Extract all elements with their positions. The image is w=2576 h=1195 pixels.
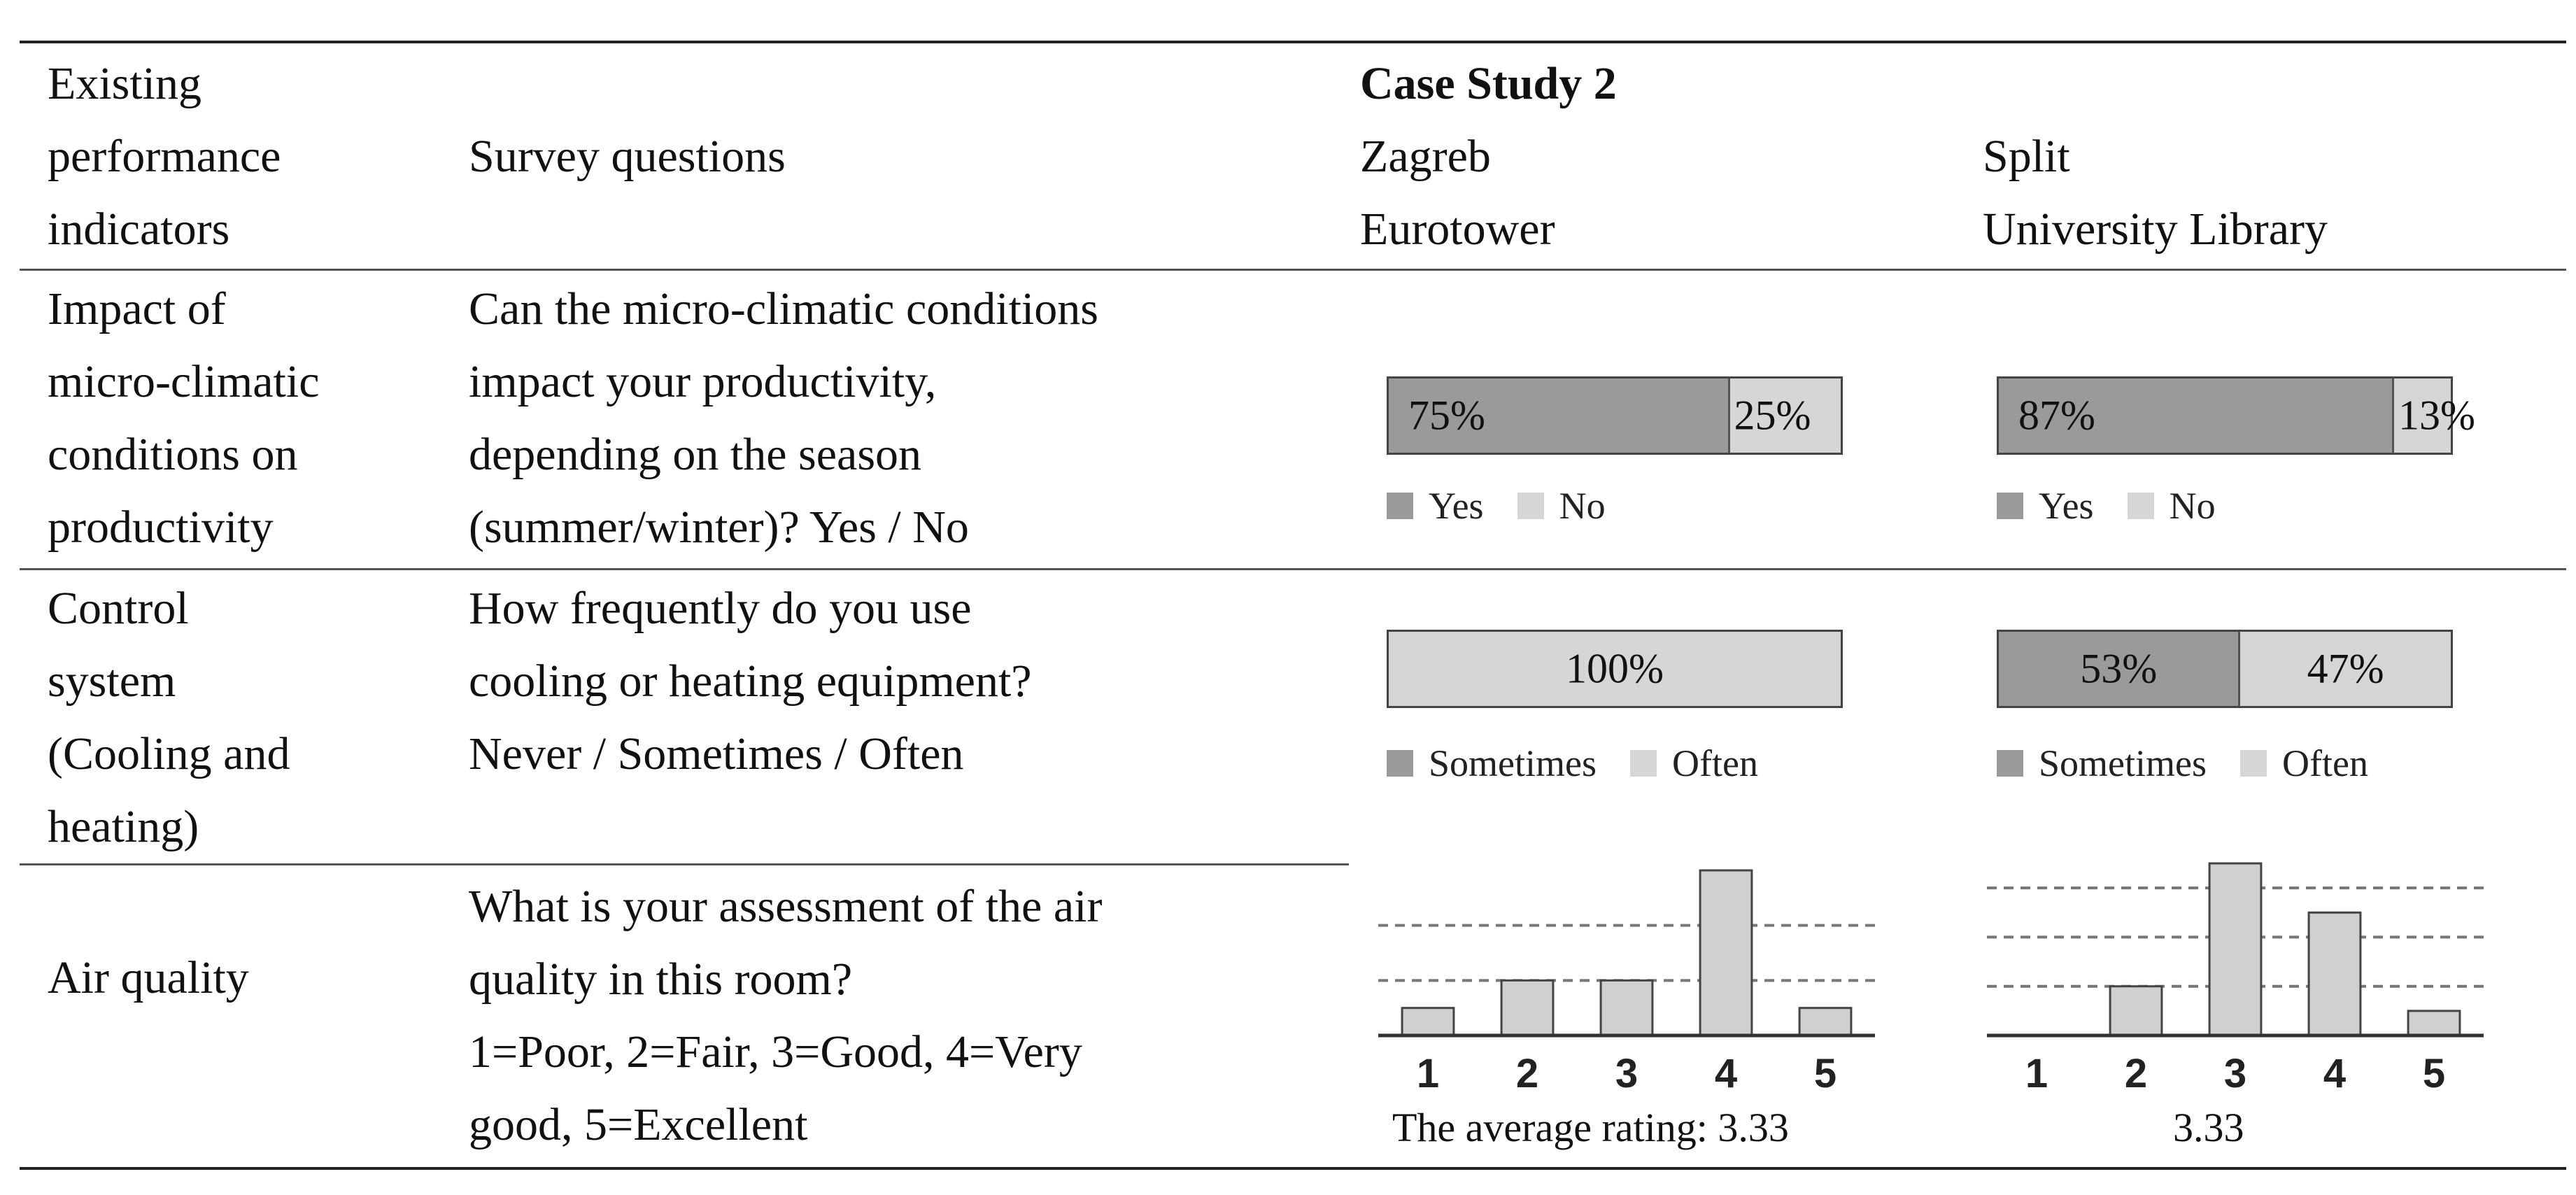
histogram-caption: 3.33	[2173, 1105, 2244, 1150]
row2-question-line: How frequently do you use	[469, 583, 972, 634]
header-survey-questions: Survey questions	[469, 131, 786, 182]
histogram-tick-label: 3	[1615, 1051, 1639, 1096]
bar-segment	[1389, 632, 1841, 706]
bar-segment	[2238, 632, 2451, 706]
histogram-tick-label: 2	[1515, 1051, 1539, 1096]
legend-item	[1517, 484, 1606, 528]
row3-question-line: quality in this room?	[469, 954, 853, 1005]
row1-indicator-line: Impact of	[48, 283, 226, 334]
row2-indicator-line: (Cooling and	[48, 728, 290, 779]
row1-indicator-line: productivity	[48, 502, 274, 553]
bar-data-label: 53%	[2080, 645, 2158, 692]
histogram-tick-label: 1	[1416, 1051, 1440, 1096]
row1-indicator-line: micro-climatic	[48, 356, 320, 407]
legend-label: Sometimes	[1429, 742, 1597, 784]
histogram-bar	[1700, 870, 1752, 1035]
legend-swatch	[1387, 493, 1413, 519]
histogram-bar	[2309, 912, 2361, 1035]
row3-question-line: good, 5=Excellent	[469, 1099, 808, 1150]
histogram-tick-label: 4	[1714, 1051, 1738, 1096]
legend-swatch	[2128, 493, 2154, 519]
histogram-tick-label: 4	[2323, 1051, 2347, 1096]
bar-segment	[1389, 379, 1728, 453]
header-bottom-rule	[20, 269, 2566, 271]
row2-question-line: cooling or heating equipment?	[469, 656, 1032, 707]
legend-item	[1997, 742, 2207, 785]
legend-swatch	[1387, 750, 1413, 777]
legend-item	[2128, 484, 2216, 528]
row1-question-line: (summer/winter)? Yes / No	[469, 502, 969, 553]
site1-name-line: Zagreb	[1360, 131, 1491, 182]
legend-swatch	[2240, 750, 2267, 777]
case-study-title: Case Study 2	[1360, 58, 1617, 109]
histogram-bar	[1402, 1008, 1454, 1035]
row1-indicator-line: conditions on	[48, 429, 298, 480]
histogram-bar	[2408, 1011, 2460, 1035]
row2-indicator-line: Control	[48, 583, 189, 634]
stacked-bar-chart	[1997, 376, 2475, 455]
bar-data-label: 87%	[2018, 392, 2095, 439]
header-indicator-line: performance	[48, 131, 281, 182]
bar-segment	[1728, 379, 1841, 453]
chart-legend	[1387, 484, 1639, 528]
legend-item	[1630, 742, 1758, 785]
legend-item	[1387, 742, 1597, 785]
bar-data-label: 25%	[1734, 392, 1811, 439]
bar-data-label: 75%	[1408, 392, 1485, 439]
row1-question-line: impact your productivity,	[469, 356, 937, 407]
legend-label: Often	[2282, 742, 2368, 784]
legend-label: Yes	[2039, 485, 2094, 527]
chart-legend	[1997, 742, 2402, 785]
header-indicator-line: indicators	[48, 204, 230, 255]
histogram-bar	[2110, 987, 2162, 1035]
stacked-bar-chart	[1997, 630, 2453, 708]
legend-item	[1997, 484, 2094, 528]
bar-data-label: 13%	[2398, 392, 2475, 439]
header-indicator-line: Existing	[48, 58, 202, 109]
site2-name-line: Split	[1983, 131, 2070, 182]
histogram-tick-label: 3	[2223, 1051, 2247, 1096]
row1-question-line: Can the micro-climatic conditions	[469, 283, 1098, 334]
table-bottom-rule	[20, 1167, 2566, 1170]
rating-histogram	[1364, 854, 1889, 1105]
legend-label: Sometimes	[2039, 742, 2207, 784]
bar-data-label: 100%	[1566, 645, 1664, 692]
row2-indicator-line: heating)	[48, 801, 199, 852]
histogram-bar	[1799, 1008, 1851, 1035]
bar-segment	[2392, 379, 2475, 453]
histogram-bar	[1501, 980, 1553, 1035]
stacked-bar-chart	[1387, 630, 1843, 708]
histogram-caption: The average rating: 3.33	[1392, 1105, 1789, 1150]
row2-indicator-line: system	[48, 656, 176, 707]
row3-question-line: 1=Poor, 2=Fair, 3=Good, 4=Very	[469, 1026, 1082, 1077]
bar-segment	[1999, 632, 2238, 706]
legend-swatch	[1997, 750, 2023, 777]
histogram-tick-label: 5	[2422, 1051, 2446, 1096]
row2-question-line: Never / Sometimes / Often	[469, 728, 964, 779]
site2-name-line: University Library	[1983, 204, 2328, 255]
row1-question-line: depending on the season	[469, 429, 922, 480]
histogram-bar	[2209, 863, 2261, 1035]
legend-label: Often	[1672, 742, 1758, 784]
rating-histogram	[1973, 847, 2498, 1105]
row3-indicator-line: Air quality	[48, 952, 249, 1003]
histogram-tick-label: 1	[2025, 1051, 2048, 1096]
legend-label: Yes	[1429, 485, 1484, 527]
legend-label: No	[1559, 485, 1606, 527]
legend-swatch	[1517, 493, 1544, 519]
legend-swatch	[1997, 493, 2023, 519]
site1-name-line: Eurotower	[1360, 204, 1555, 255]
table-top-rule	[20, 41, 2566, 43]
row2-bottom-rule	[20, 863, 1349, 865]
legend-item	[2240, 742, 2368, 785]
stacked-bar-chart	[1387, 376, 1843, 455]
legend-item	[1387, 484, 1484, 528]
chart-legend	[1387, 742, 1792, 785]
legend-swatch	[1630, 750, 1657, 777]
row1-bottom-rule	[20, 568, 2566, 570]
chart-legend	[1997, 484, 2249, 528]
bar-data-label: 47%	[2307, 645, 2384, 692]
histogram-bar	[1601, 980, 1653, 1035]
histogram-tick-label: 2	[2124, 1051, 2148, 1096]
row3-question-line: What is your assessment of the air	[469, 881, 1103, 932]
bar-segment	[1999, 379, 2392, 453]
legend-label: No	[2169, 485, 2216, 527]
histogram-tick-label: 5	[1813, 1051, 1837, 1096]
